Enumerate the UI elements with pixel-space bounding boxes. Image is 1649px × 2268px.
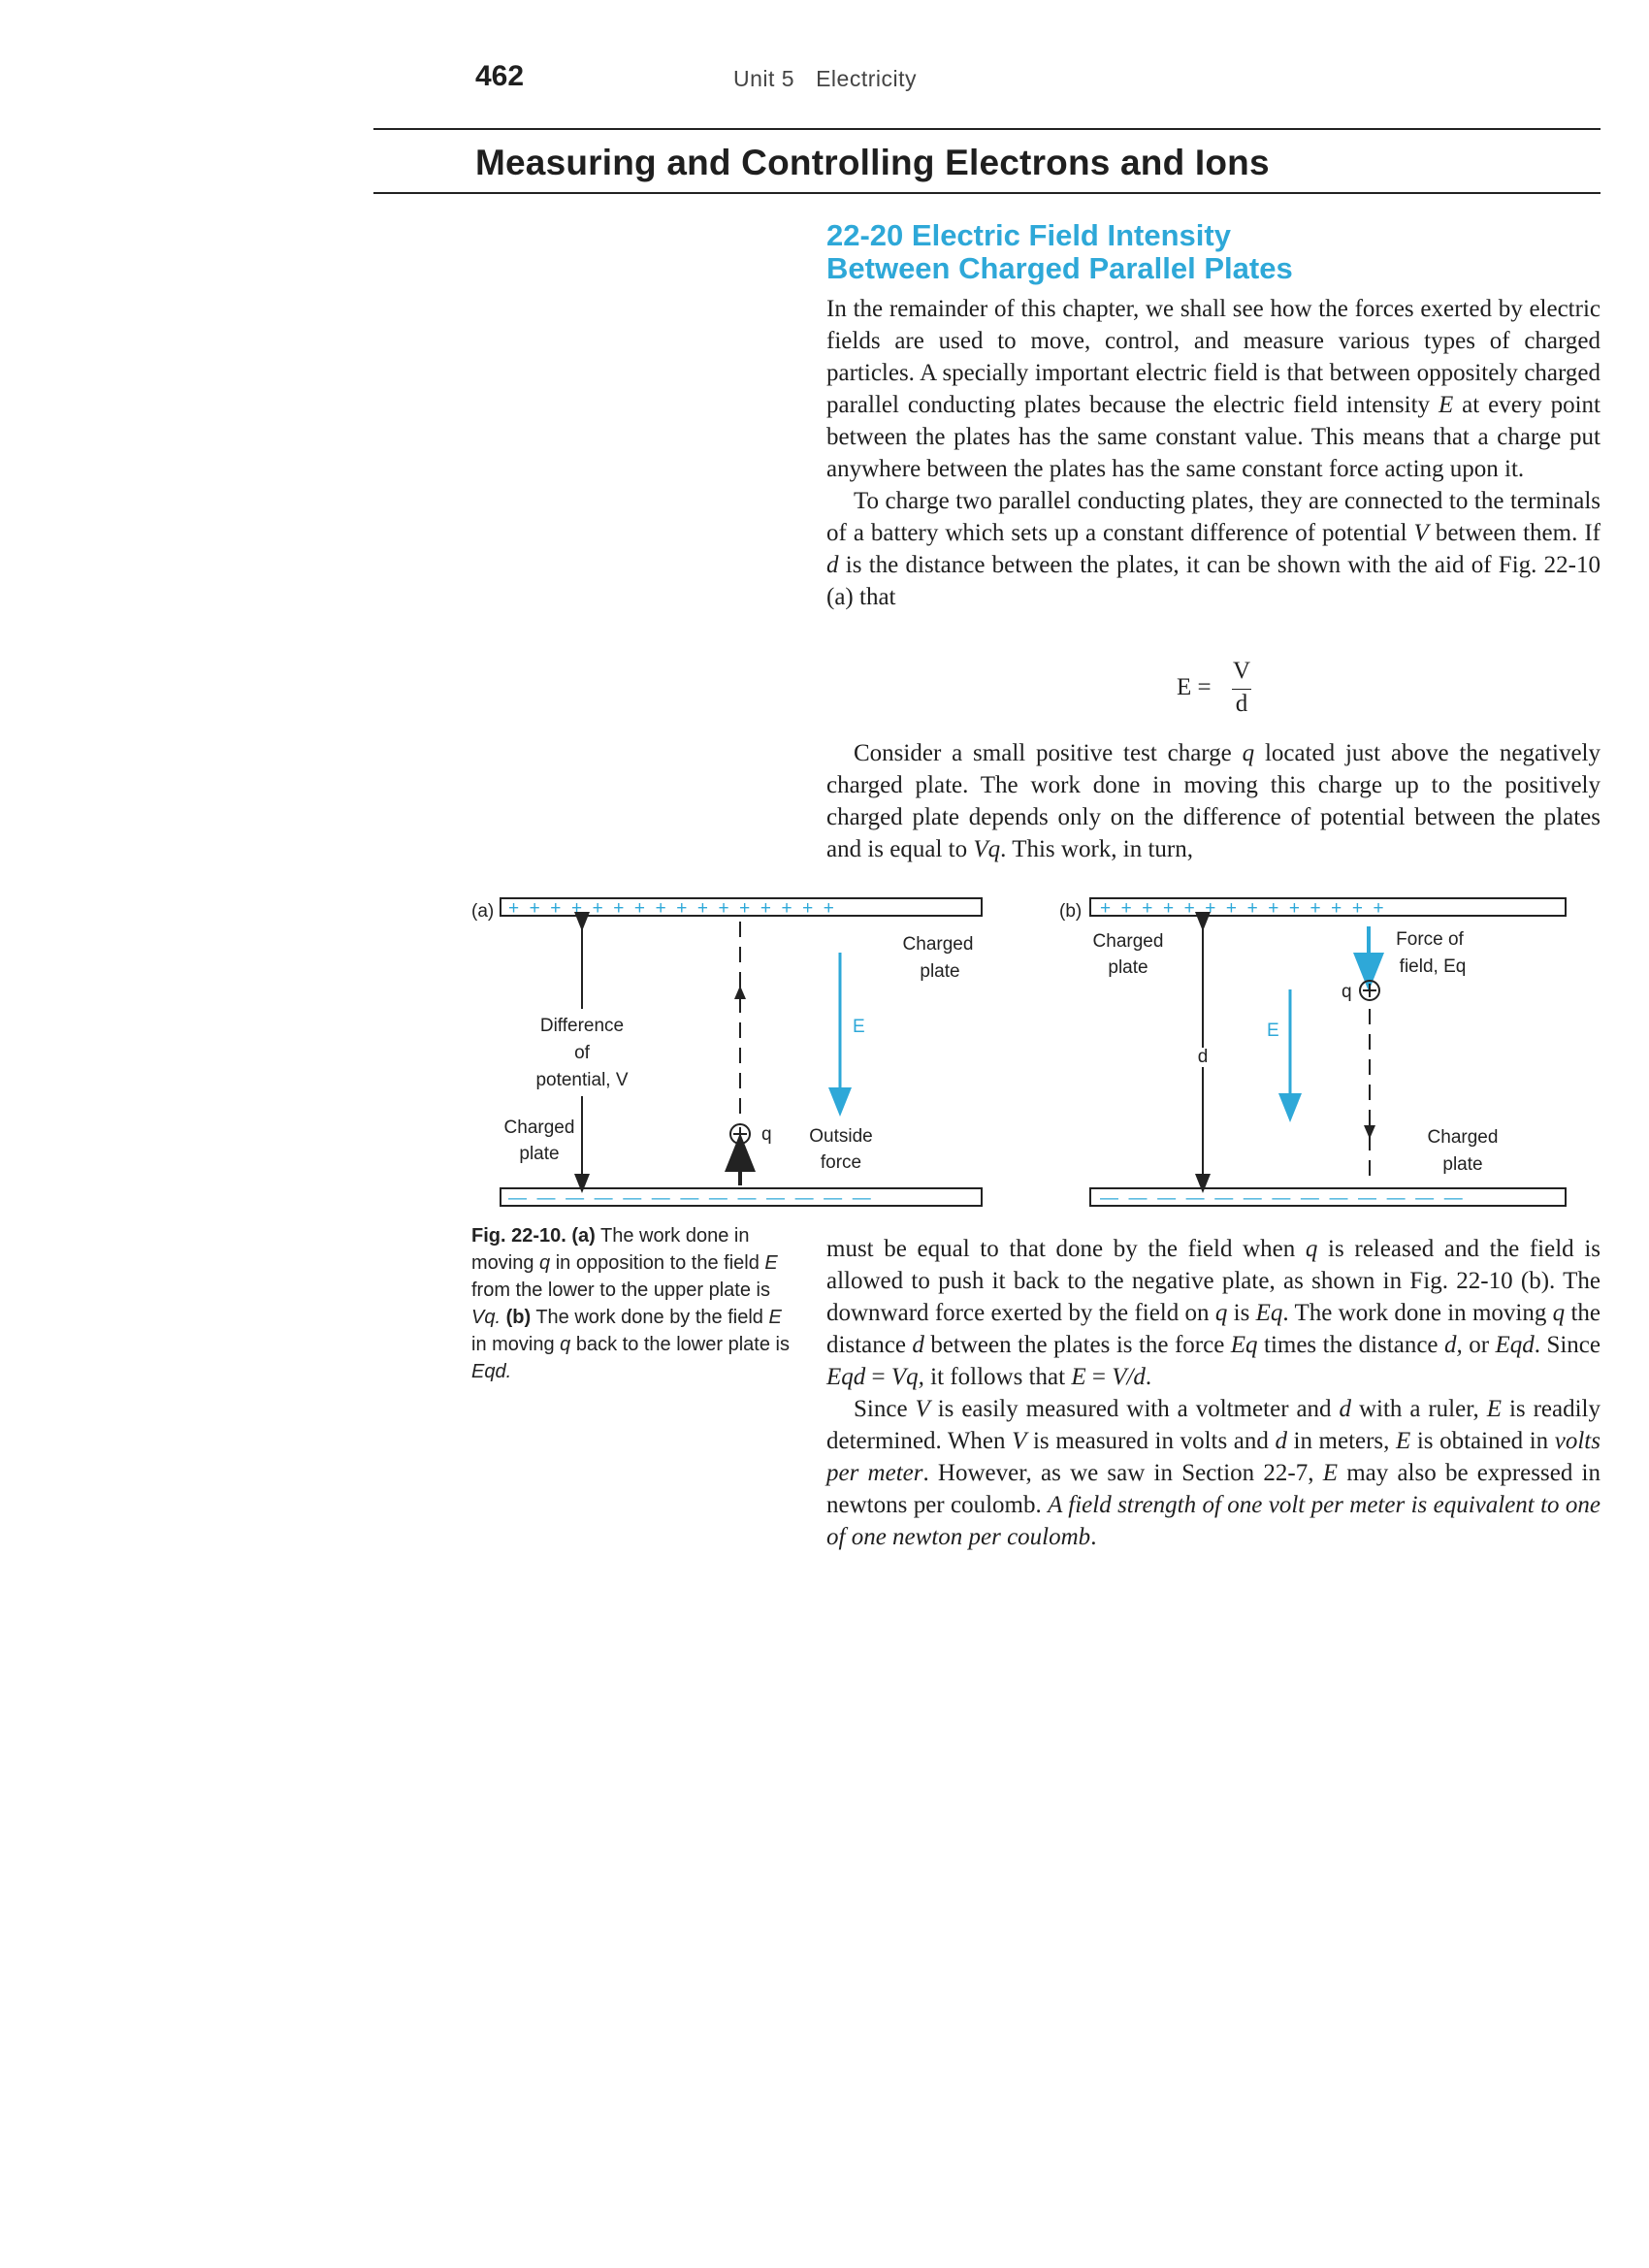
paragraph-1: In the remainder of this chapter, we shall see how the forces exerted by electric fields are used to move, control, and measure various types of charged particles. A specially important electric field is that between oppositely charged parallel conducting plates because the electric field intensity E at every point between the plates has the same constant value. This means that a charge put anywhere between the plates has the same constant force acting upon it. — [826, 296, 1600, 482]
figure-a-label: (a) — [471, 901, 495, 922]
paragraph-5: Since V is easily measured with a voltmeter and d with a ruler, E is readily determined. When V is measured in volts and d in meters, E is obtained in volts per meter. However, as we saw in Section 22-7, E may also be expressed in newtons per coulomb. A field strength of one volt per meter is equivalent to one of one newton per coulomb. — [826, 1396, 1601, 1550]
figure-b-field-label: E — [1267, 1021, 1279, 1041]
figure-a-outside-force-1: Outside — [809, 1126, 873, 1147]
figure-b-charged-plate-bottom-2: plate — [1442, 1154, 1483, 1175]
figure-b-path-arrowhead — [1364, 1125, 1375, 1139]
figure-b-top-plate — [1090, 898, 1566, 916]
formula-lhs: E = — [1177, 674, 1212, 700]
formula-denominator: d — [1235, 691, 1248, 717]
figure-b-charge-label: q — [1342, 982, 1352, 1002]
running-head-unit: Unit 5 — [733, 66, 795, 91]
heading-line-2: Between Charged Parallel Plates — [826, 251, 1293, 285]
formula-numerator: V — [1232, 658, 1251, 684]
figure-b-label: (b) — [1059, 901, 1083, 922]
figure-b-force-of-field-1: Force of — [1396, 929, 1464, 950]
figure-a-test-charge — [730, 1124, 750, 1144]
figure-a-field-label: E — [853, 1017, 865, 1037]
figure-b-force-of-field-2: field, Eq — [1399, 956, 1467, 977]
figure-a-charge-label: q — [761, 1124, 772, 1145]
running-head-subject: Electricity — [816, 66, 917, 91]
figure-b-charged-plate-top-2: plate — [1108, 957, 1148, 978]
top-rule — [373, 128, 1600, 130]
figure-a — [471, 898, 982, 1209]
figure-a-bottom-plate-signs: — — — — — — — — — — — — — — [508, 1188, 871, 1209]
figure-a-charged-plate-top-1: Charged — [902, 934, 974, 955]
figure-a-outside-force-2: force — [820, 1152, 862, 1173]
running-head — [733, 66, 917, 92]
section-title: Measuring and Controlling Electrons and Ions — [475, 143, 1270, 182]
page-number: 462 — [475, 60, 525, 92]
figure-a-charged-plate-bottom-1: Charged — [503, 1118, 575, 1138]
figure-a-top-plate — [501, 898, 982, 916]
figure-a-difference-line-2: of — [574, 1043, 590, 1063]
figure-b-charged-plate-bottom-1: Charged — [1427, 1127, 1499, 1148]
figure-b-bottom-plate-signs: — — — — — — — — — — — — — — [1100, 1188, 1463, 1209]
body-text-mid — [826, 737, 1600, 865]
figure-b-top-plate-signs: + + + + + + + + + + + + + + — [1100, 898, 1384, 919]
figure-a-bottom-plate — [501, 1188, 982, 1206]
body-text-top — [826, 293, 1600, 613]
paragraph-3: Consider a small positive test charge q located just above the negatively charged plate. The work done in moving this charge up to the positively charged plate depends only on the difference of potential between the plates and is equal to Vq. This work, in turn, — [826, 740, 1600, 862]
figure-a-top-plate-signs: + + + + + + + + + + + + + + + + — [508, 898, 834, 919]
figure-a-charged-plate-bottom-2: plate — [519, 1144, 560, 1164]
figure-a-charged-plate-top-2: plate — [920, 961, 960, 982]
bottom-rule — [373, 192, 1600, 194]
paragraph-2: To charge two parallel conducting plates, they are connected to the terminals of a battery which sets up a constant difference of potential V between them. If d is the distance between the plates, it can be shown with the aid of Fig. 22-10 (a) that — [826, 488, 1600, 610]
heading-line-1: 22-20 Electric Field Intensity — [826, 218, 1231, 252]
figure-caption: Fig. 22-10. (a) The work done in moving q in opposition to the field E from the lower to the upper plate is Vq. (b) The work done by the field E in moving q back to the lower plate is Eqd. — [471, 1225, 790, 1382]
figure-b — [1059, 898, 1566, 1209]
subsection-heading — [826, 219, 1602, 285]
figure-a-difference-line-1: Difference — [539, 1016, 625, 1036]
figure-a-path-arrowhead — [734, 986, 746, 999]
paragraph-4: must be equal to that done by the field when q is released and the field is allowed to push it back to the negative plate, as shown in Fig. 22-10 (b). The downward force exerted by the field on q is Eq. The work done in moving q the distance d between the plates is the force Eq times the distance d, or Eqd. Since Eqd = Vq, it follows that E = V/d. — [826, 1236, 1600, 1390]
figure-b-distance-label: d — [1197, 1047, 1209, 1067]
figure-b-bottom-plate — [1090, 1188, 1566, 1206]
figure-b-test-charge — [1360, 981, 1379, 1000]
formula — [1177, 658, 1264, 726]
figure-a-difference-line-3: potential, V — [535, 1070, 629, 1090]
figure-b-charged-plate-top-1: Charged — [1092, 931, 1164, 952]
body-text-bottom — [826, 1233, 1600, 1553]
formula-bar — [1232, 689, 1251, 690]
